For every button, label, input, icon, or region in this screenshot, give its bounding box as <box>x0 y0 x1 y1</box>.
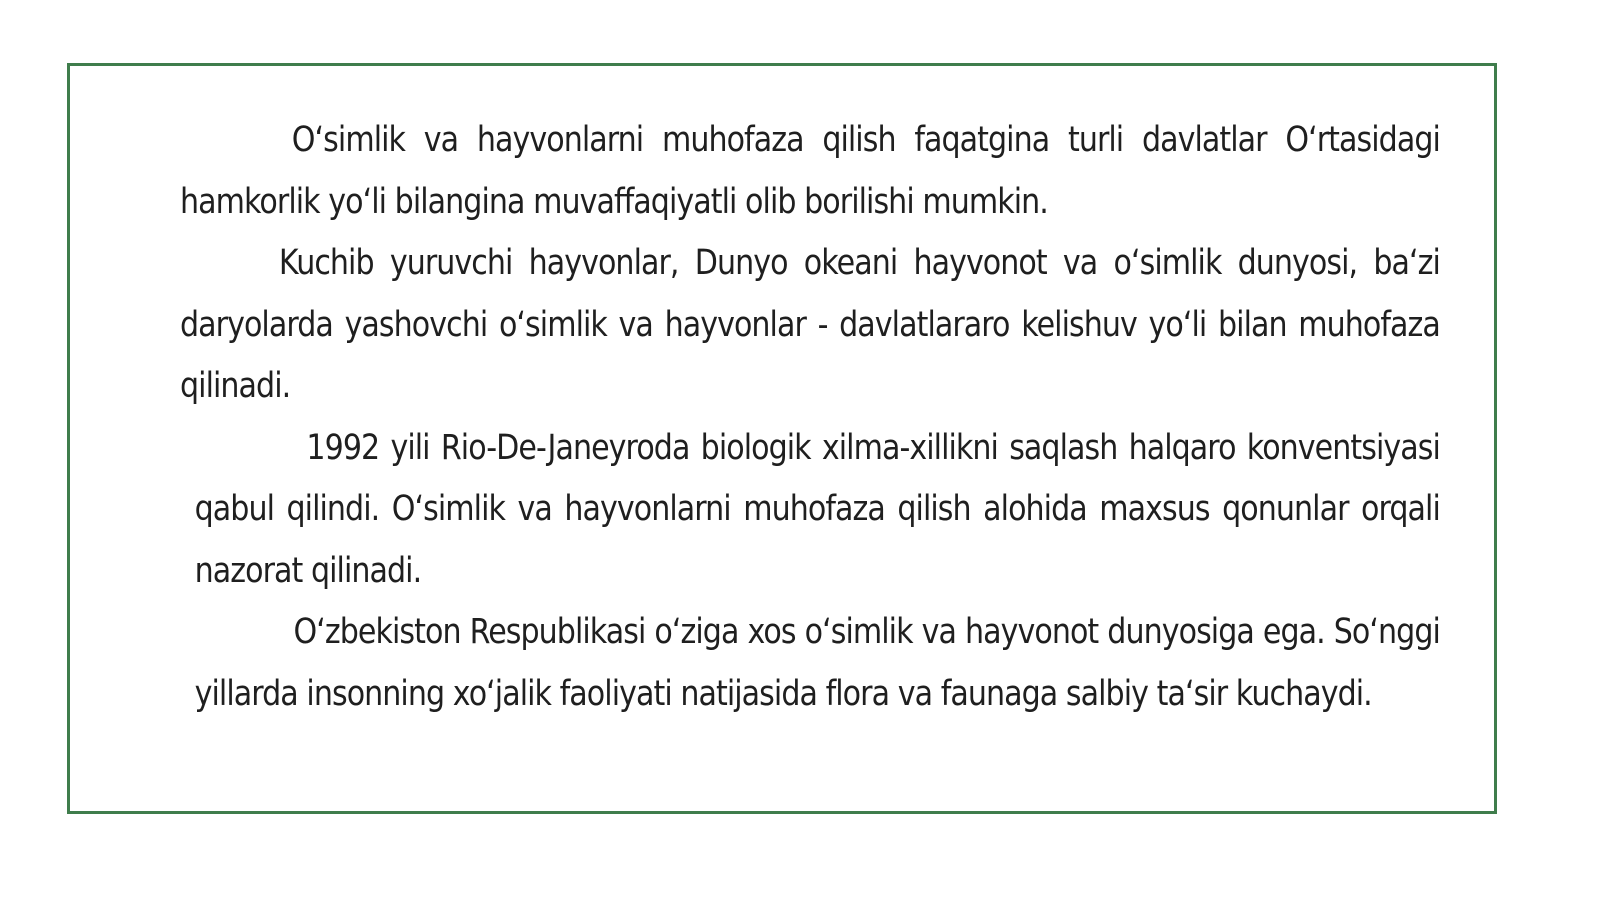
paragraph-uzbekistan-flora-fauna: O‘zbekiston Respublikasi o‘ziga xos o‘simlik va hayvonot dunyosiga ega. So‘nggi yillarda insonning xo‘jalik faoliyati natijasida flora va faunaga salbiy ta‘sir kuchaydi. <box>194 612 1440 714</box>
paragraph-migratory-animals: Kuchib yuruvchi hayvonlar, Dunyo okeani hayvonot va o‘simlik dunyosi, ba‘zi daryolarda yashovchi o‘simlik va hayvonlar - davlatlararo kelishuv yo‘li bilan muhofaza qilinadi. <box>180 243 1440 406</box>
document-body <box>180 110 1440 725</box>
paragraph-plant-animal-cooperation: O‘simlik va hayvonlarni muhofaza qilish faqatgina turli davlatlar O‘rtasidagi hamkorlik yo‘li bilangina muvaffaqiyatli olib borilishi mumkin. <box>180 120 1440 222</box>
paragraph-rio-convention: 1992 yili Rio-De-Janeyroda biologik xilma-xillikni saqlash halqaro konventsiyasi qabul qilindi. O‘simlik va hayvonlarni muhofaza qilish alohida maxsus qonunlar orqali nazorat qilinadi. <box>194 427 1440 591</box>
